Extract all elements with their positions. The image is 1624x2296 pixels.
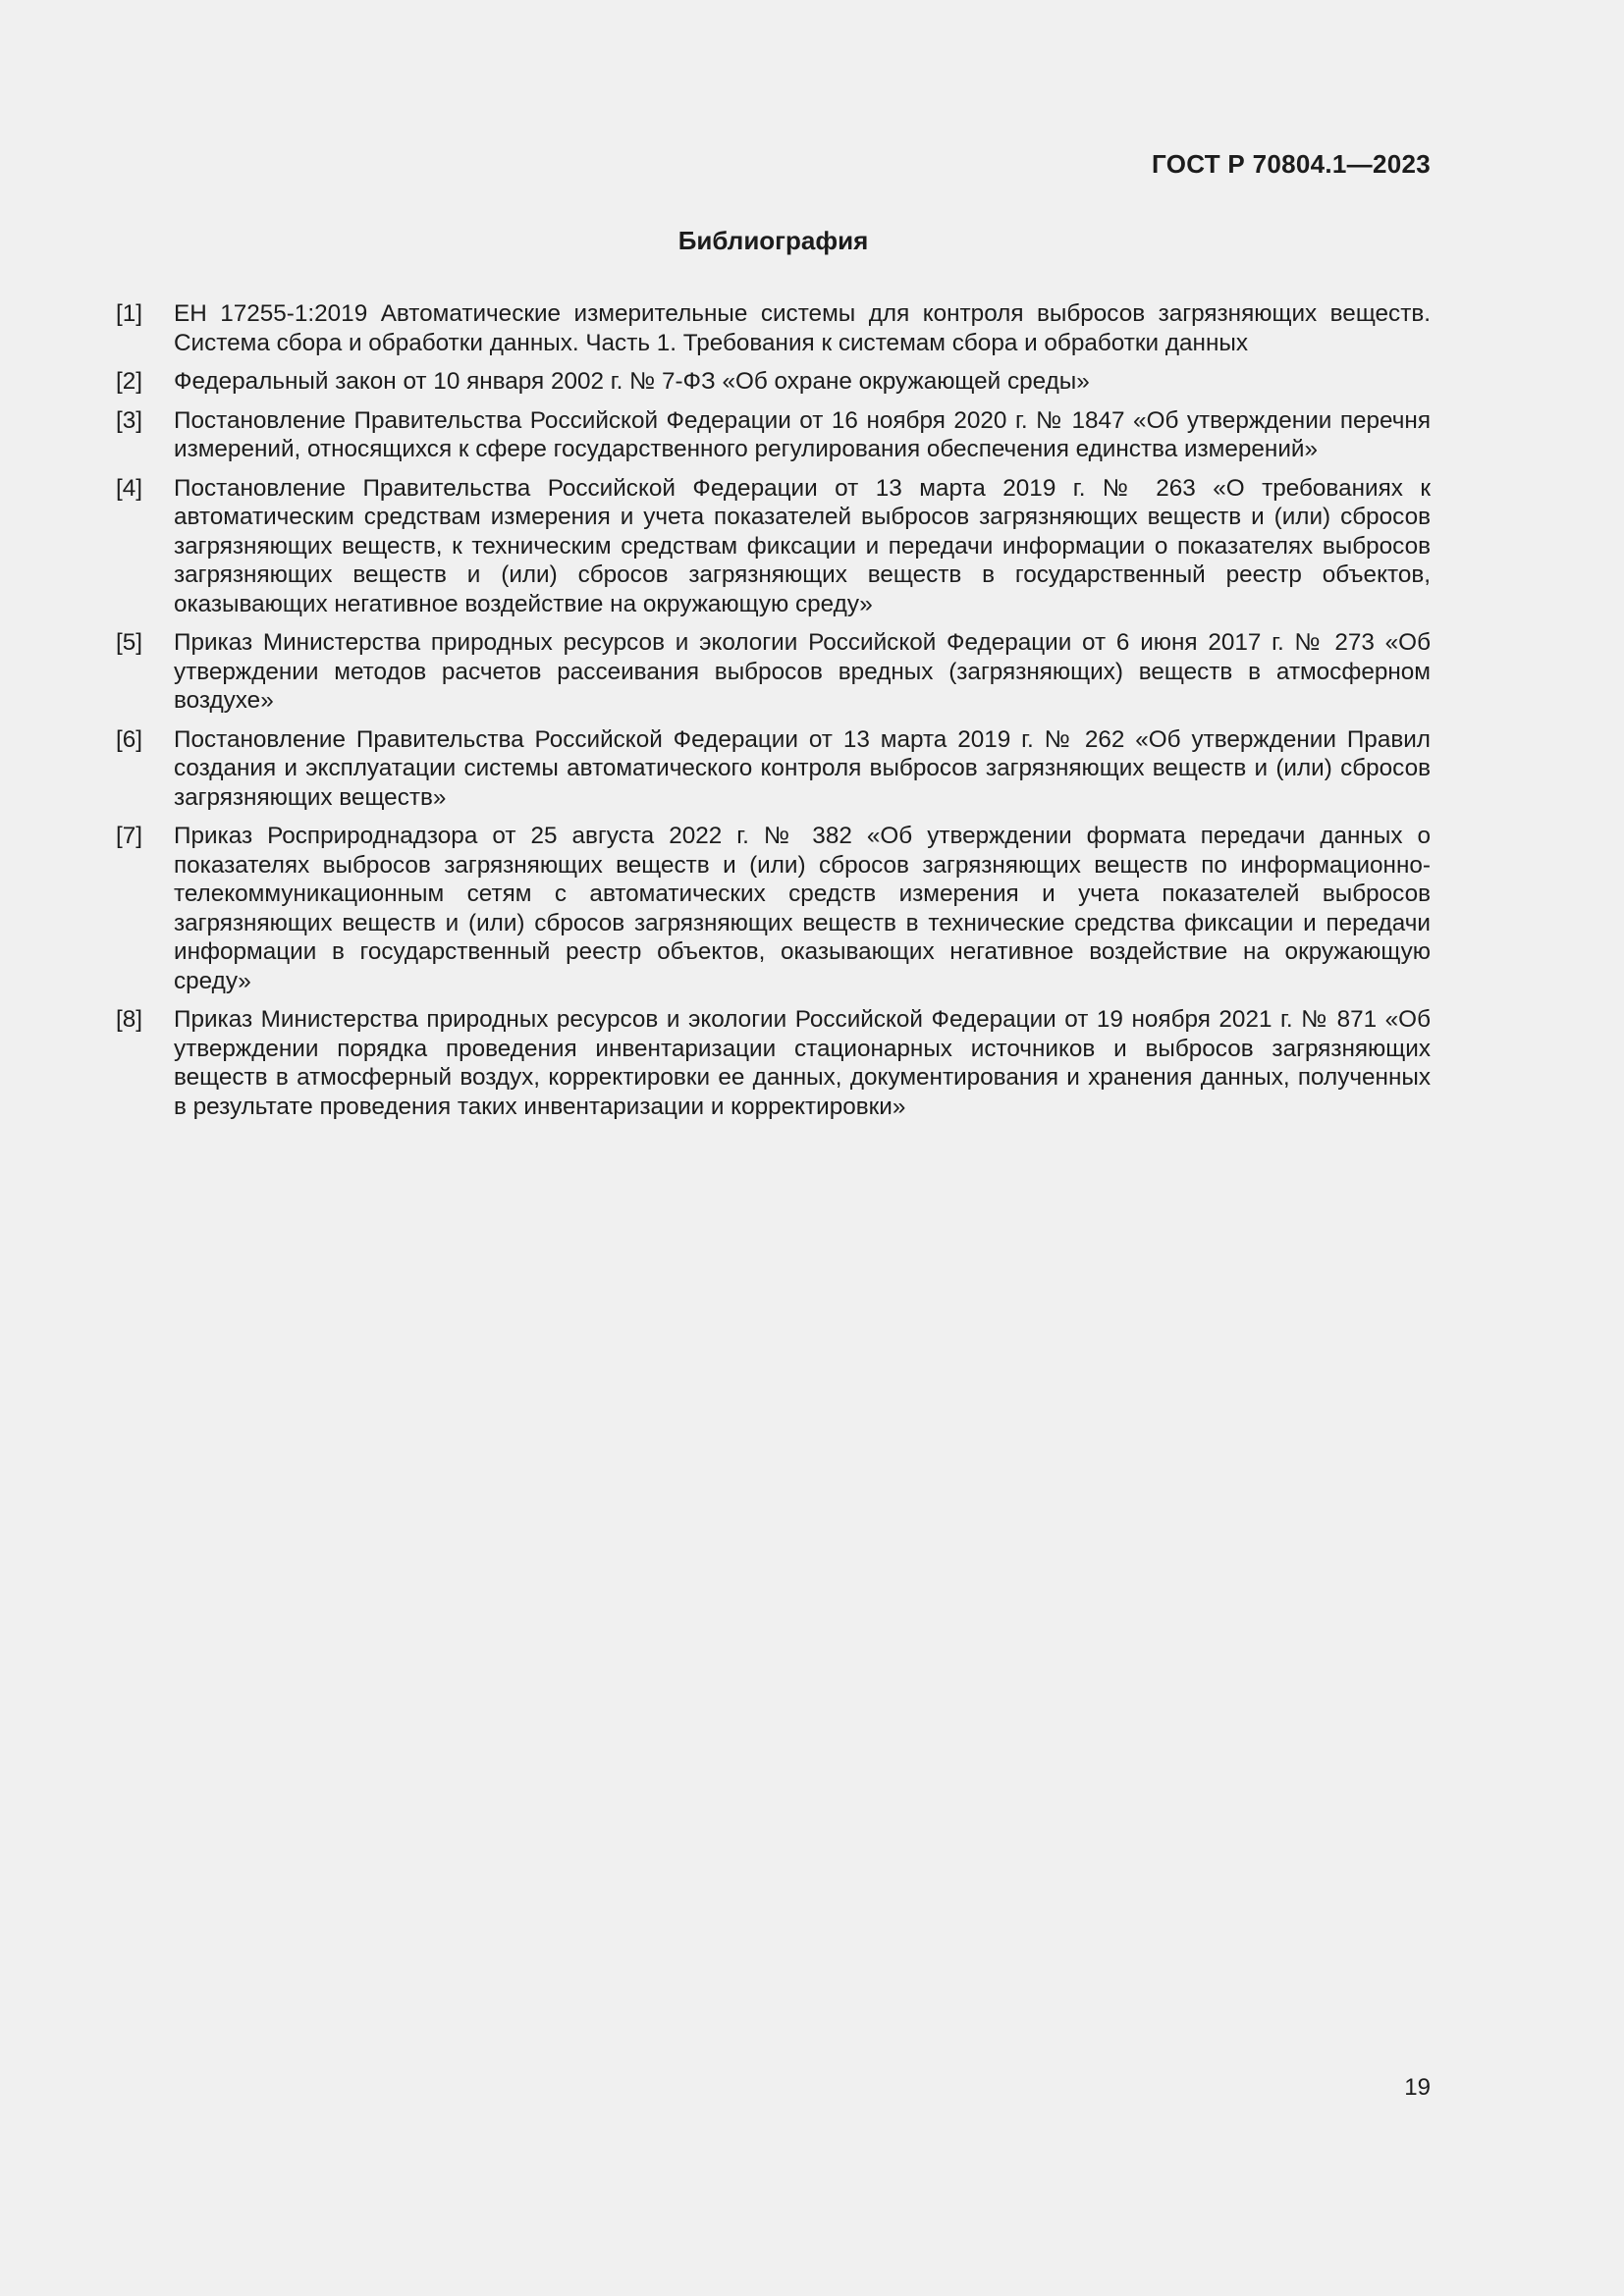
bibliography-item [116, 474, 1431, 619]
bibliography-item-text: ЕН 17255-1:2019 Автоматические измерительные системы для контроля выбросов загрязняющих веществ. Система сбора и обработки данных. Часть 1. Требования к системам сбора и обработки данных [174, 300, 1431, 356]
bibliography-item [116, 628, 1431, 716]
bibliography-item-text: Постановление Правительства Российской Федерации от 13 марта 2019 г. № 263 «О требованиях к автоматическим средствам измерения и учета показателей выбросов загрязняющих веществ и (или) сбросов загрязняющих веществ, к техническим средствам фиксации и передачи информации о показателях выбросов загрязняющих веществ и (или) сбросов загрязняющих веществ в государственный реестр объектов, оказывающих негативное воздействие на окружающую среду» [174, 474, 1431, 617]
bibliography-item-text: Постановление Правительства Российской Федерации от 16 ноября 2020 г. № 1847 «Об утверждении перечня измерений, относящихся к сфере государственного регулирования обеспечения единства измерений» [174, 406, 1431, 462]
bibliography-item-number: [6] [116, 725, 143, 753]
bibliography-item-number: [4] [116, 474, 143, 502]
bibliography-item-text: Приказ Министерства природных ресурсов и экологии Российской Федерации от 6 июня 2017 г. № 273 «Об утверждении методов расчетов рассеивания выбросов вредных (загрязняющих) веществ в атмосферном воздухе» [174, 629, 1431, 714]
bibliography-item-number: [5] [116, 629, 143, 656]
bibliography-item-number: [8] [116, 1006, 143, 1033]
bibliography-item-number: [2] [116, 368, 143, 395]
bibliography-item [116, 725, 1431, 813]
bibliography-item [116, 299, 1431, 357]
bibliography-item-number: [3] [116, 406, 143, 434]
bibliography-item-number: [7] [116, 823, 143, 849]
bibliography-item-text: Федеральный закон от 10 января 2002 г. № 7-ФЗ «Об охране окружающей среды» [174, 368, 1090, 395]
bibliography-item-text: Приказ Росприроднадзора от 25 августа 2022 г. № 382 «Об утверждении формата передачи данных о показателях выбросов загрязняющих веществ и (или) сбросов загрязняющих веществ по информационно-телекоммуникационным сетям с автоматических средств измерения и учета показателей выбросов загрязняющих веществ и (или) сбросов загрязняющих веществ в технические средства фиксации и передачи информации в государственный реестр объектов, оказывающих негативное воздействие на окружающую среду» [174, 823, 1431, 994]
bibliography-item-text: Приказ Министерства природных ресурсов и экологии Российской Федерации от 19 ноября 2021 г. № 871 «Об утверждении порядка проведения инвентаризации стационарных источников и выбросов загрязняющих веществ в атмосферный воздух, корректировки ее данных, документирования и хранения данных, полученных в результате проведения таких инвентаризации и корректировки» [174, 1006, 1431, 1120]
bibliography-item [116, 822, 1431, 995]
bibliography-item-text: Постановление Правительства Российской Федерации от 13 марта 2019 г. № 262 «Об утверждении Правил создания и эксплуатации системы автоматического контроля выбросов загрязняющих веществ и (или) сбросов загрязняющих веществ» [174, 725, 1431, 811]
page-number: 19 [1404, 2074, 1431, 2101]
bibliography-item-number: [1] [116, 300, 143, 327]
document-code: ГОСТ Р 70804.1—2023 [1152, 149, 1431, 179]
section-title: Библиография [677, 226, 869, 255]
bibliography-item [116, 406, 1431, 464]
bibliography-list [116, 299, 1431, 1131]
bibliography-item [116, 367, 1431, 397]
bibliography-item [116, 1005, 1431, 1121]
